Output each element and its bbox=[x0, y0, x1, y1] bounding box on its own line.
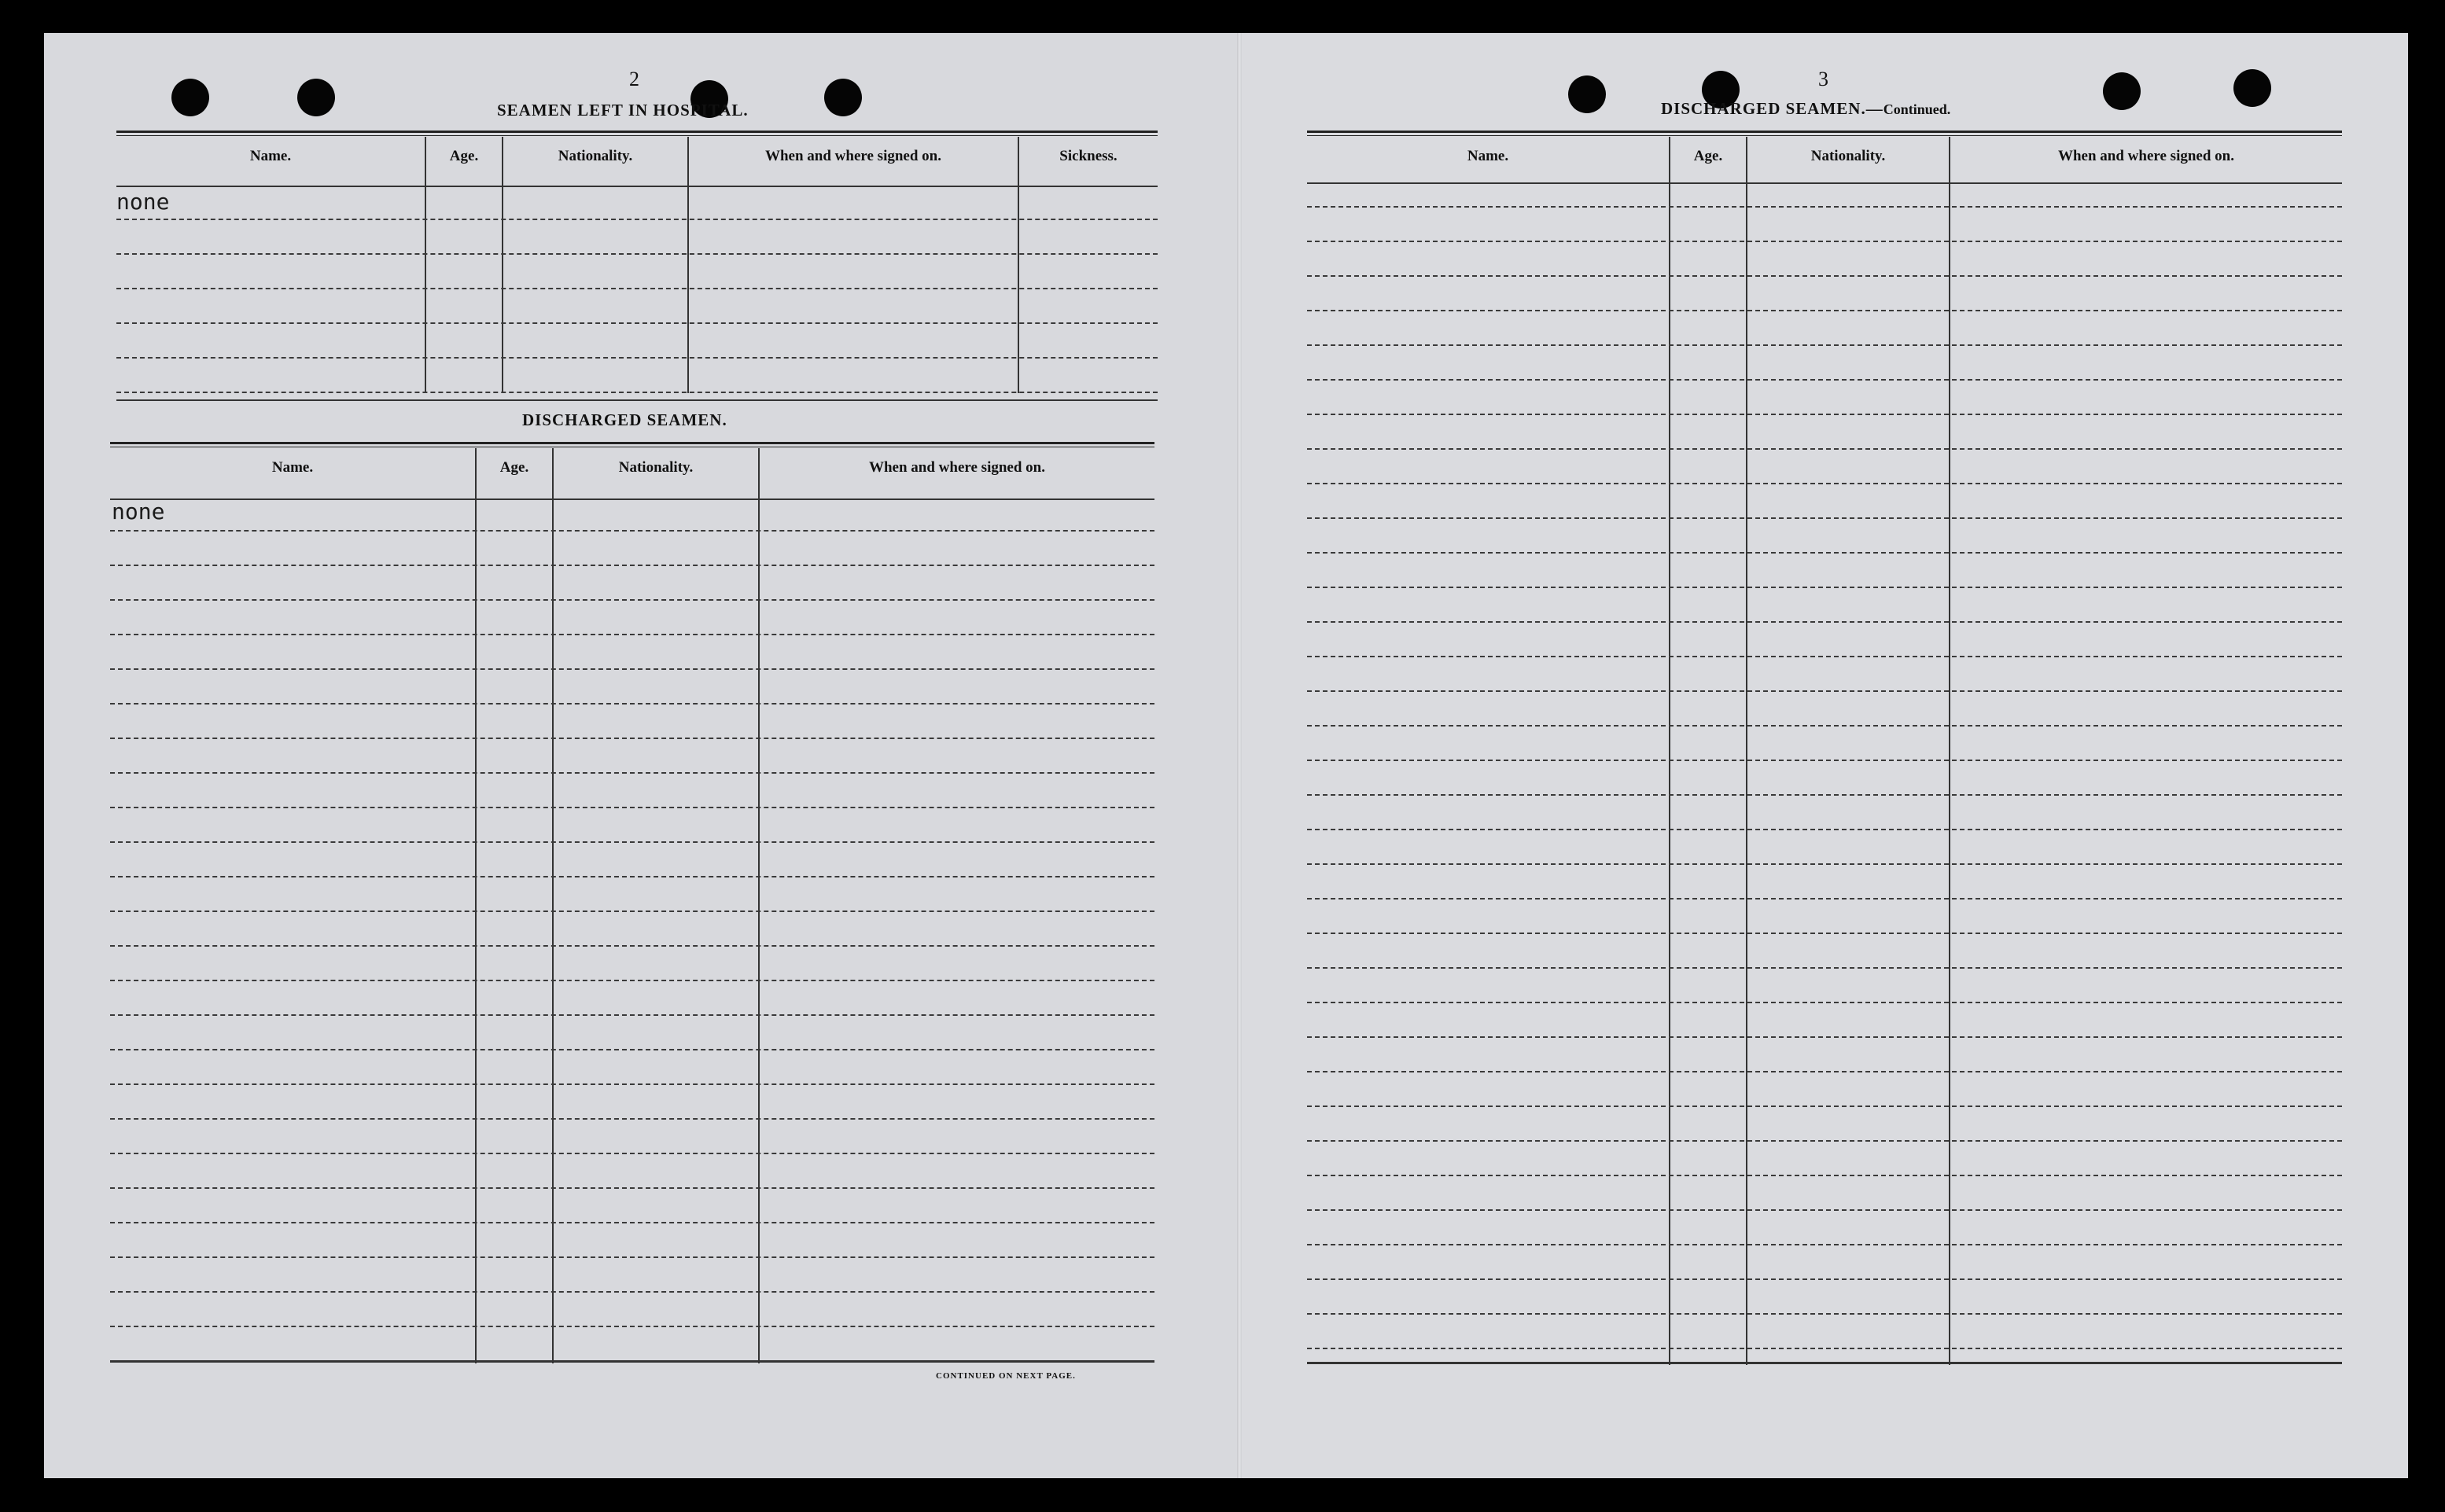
punch-hole bbox=[297, 79, 335, 116]
column-header: Nationality. bbox=[558, 148, 633, 164]
punch-hole bbox=[2233, 69, 2271, 107]
section-title-hospital: SEAMEN LEFT IN HOSPITAL. bbox=[497, 101, 749, 120]
column-header: Name. bbox=[249, 148, 292, 164]
discharged-continued-table bbox=[1307, 131, 2342, 1365]
punch-hole bbox=[824, 79, 862, 116]
page-number: 2 bbox=[629, 68, 639, 90]
column-header: When and where signed on. bbox=[764, 148, 941, 164]
column-header: Nationality. bbox=[618, 459, 694, 476]
name-entry: none bbox=[116, 189, 170, 215]
column-header: Name. bbox=[1467, 148, 1509, 164]
column-header: Age. bbox=[1693, 148, 1723, 164]
punch-hole bbox=[1568, 75, 1606, 113]
punch-hole bbox=[2103, 72, 2141, 110]
column-header: Age. bbox=[449, 148, 479, 164]
column-header: Age. bbox=[499, 459, 529, 476]
column-header: When and where signed on. bbox=[868, 459, 1045, 476]
title-suffix: Continued. bbox=[1883, 101, 1951, 117]
hospital-table bbox=[116, 131, 1158, 399]
continued-note: CONTINUED ON NEXT PAGE. bbox=[936, 1371, 1076, 1381]
page-fold bbox=[1237, 33, 1242, 1478]
column-header: Nationality. bbox=[1810, 148, 1886, 164]
title-text: DISCHARGED SEAMEN.— bbox=[1661, 99, 1883, 118]
column-header: Sickness. bbox=[1059, 148, 1118, 164]
section-title-discharged-continued bbox=[1661, 99, 1950, 119]
column-header: Name. bbox=[271, 459, 314, 476]
page-number: 3 bbox=[1818, 68, 1828, 90]
section-title-discharged: DISCHARGED SEAMEN. bbox=[522, 410, 727, 429]
column-header: When and where signed on. bbox=[2057, 148, 2234, 164]
discharged-table bbox=[110, 442, 1154, 1365]
name-entry: none bbox=[112, 498, 165, 524]
punch-hole bbox=[171, 79, 209, 116]
